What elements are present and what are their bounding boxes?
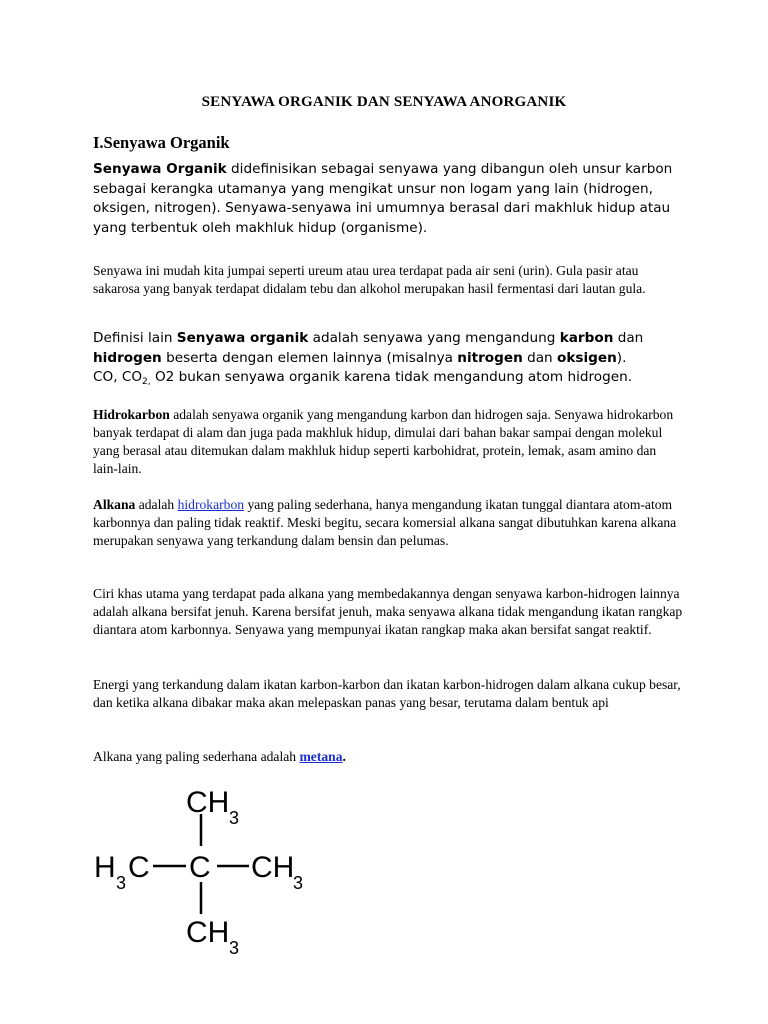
term-hidrokarbon: Hidrokarbon bbox=[93, 407, 170, 422]
link-metana[interactable]: metana bbox=[299, 749, 343, 764]
atom-center-c: C bbox=[189, 851, 211, 884]
paragraph-text: Senyawa ini mudah kita jumpai seperti ureum atau urea terdapat pada air seni (urin). Gula pasir atau sakarosa yang banyak terdapat didalam tebu dan alkohol merupakan hasil fermentasi dari lautan gula. bbox=[93, 263, 646, 296]
chemical-structure bbox=[90, 780, 330, 960]
atom-right-ch: CH bbox=[251, 851, 295, 884]
atom-top-subscript: 3 bbox=[229, 808, 240, 828]
atom-left-c: C bbox=[128, 851, 150, 884]
paragraph-examples bbox=[93, 262, 683, 298]
text-run: CO, CO bbox=[93, 369, 143, 385]
atom-bottom-ch: CH bbox=[186, 916, 230, 949]
atom-top-ch: CH bbox=[186, 786, 230, 819]
text-run: Definisi lain bbox=[93, 330, 177, 346]
bold-run: nitrogen bbox=[457, 349, 523, 366]
paragraph-text: didefinisikan sebagai senyawa yang dibangun oleh unsur karbon sebagai kerangka utamanya yang mengikat unsur non logam yang lain (hidrogen, oksigen, nitrogen). Senyawa-senyawa ini umumnya berasal dari makhluk hidup atau yang terbentuk oleh makhluk hidup (organisme). bbox=[93, 161, 673, 236]
atom-bottom-subscript: 3 bbox=[229, 938, 240, 958]
text-run: dan bbox=[613, 330, 644, 346]
paragraph-text: Energi yang terkandung dalam ikatan karbon-karbon dan ikatan karbon-hidrogen dalam alkana cukup besar, dan ketika alkana dibakar maka akan melepaskan panas yang besar, terutama dalam bentuk api bbox=[93, 677, 681, 710]
text-run: adalah bbox=[135, 497, 178, 512]
paragraph-alkana bbox=[93, 496, 683, 550]
term-senyawa-organik: Senyawa Organik bbox=[93, 161, 227, 177]
text-run: dan bbox=[522, 349, 557, 366]
bold-run: karbon bbox=[559, 330, 614, 346]
paragraph-metana bbox=[93, 748, 683, 766]
paragraph-text: Ciri khas utama yang terdapat pada alkana yang membedakannya dengan senyawa karbon-hidrogen lainnya adalah alkana bersifat jenuh. Karena bersifat jenuh, maka senyawa alkana tidak mengandung ikatan rangkap diantara atom karbonnya. Senyawa yang mempunyai ikatan rangkap maka akan bersifat sangat reaktif. bbox=[93, 586, 683, 637]
document-title: SENYAWA ORGANIK DAN SENYAWA ANORGANIK bbox=[201, 94, 567, 110]
atom-left-h: H bbox=[94, 851, 116, 884]
paragraph-energi bbox=[93, 676, 683, 712]
text-run: O bbox=[150, 369, 166, 385]
paragraph-hidrokarbon bbox=[93, 406, 683, 478]
text-run: Alkana yang paling sederhana adalah bbox=[93, 749, 300, 764]
paragraph-text: adalah senyawa organik yang mengandung karbon dan hidrogen saja. Senyawa hidrokarbon banyak terdapat di alam dan juga pada makhluk hidup, dimulai dari bahan bakar sampai dengan molekul yang berasal atau ditemukan dalam makhluk hidup seperti karbohidrat, protein, lemak, asam amino dan lain-lain. bbox=[93, 407, 674, 476]
link-hidrokarbon[interactable]: hidrokarbon bbox=[177, 497, 245, 512]
text-run: ). bbox=[616, 349, 627, 366]
paragraph-other-definition bbox=[93, 329, 683, 393]
text-run: adalah senyawa yang mengandung bbox=[308, 330, 560, 346]
term-alkana: Alkana bbox=[93, 497, 136, 512]
text-run: . bbox=[342, 749, 346, 764]
paragraph-definition bbox=[93, 160, 683, 238]
bold-run: oksigen bbox=[557, 349, 617, 366]
text-run: 2 bukan senyawa organik karena tidak mengandung atom hidrogen. bbox=[165, 369, 633, 385]
atom-right-subscript: 3 bbox=[293, 873, 304, 893]
paragraph-ciri-khas bbox=[93, 585, 683, 639]
subscript: 2, bbox=[142, 377, 151, 387]
text-run: beserta dengan elemen lainnya (misalnya bbox=[161, 349, 458, 366]
bold-run: hidrogen bbox=[93, 349, 162, 366]
section-heading: I.Senyawa Organik bbox=[93, 133, 230, 152]
text-run: yang paling sederhana, hanya mengandung ikatan tunggal diantara atom-atom karbonnya dan paling tidak reaktif. Meski begitu, secara komersial alkana sangat dibutuhkan karena alkana merupakan senyawa yang terkandung dalam bensin dan pelumas. bbox=[93, 497, 677, 548]
atom-left-subscript: 3 bbox=[116, 873, 127, 893]
bold-run: Senyawa organik bbox=[176, 330, 309, 346]
